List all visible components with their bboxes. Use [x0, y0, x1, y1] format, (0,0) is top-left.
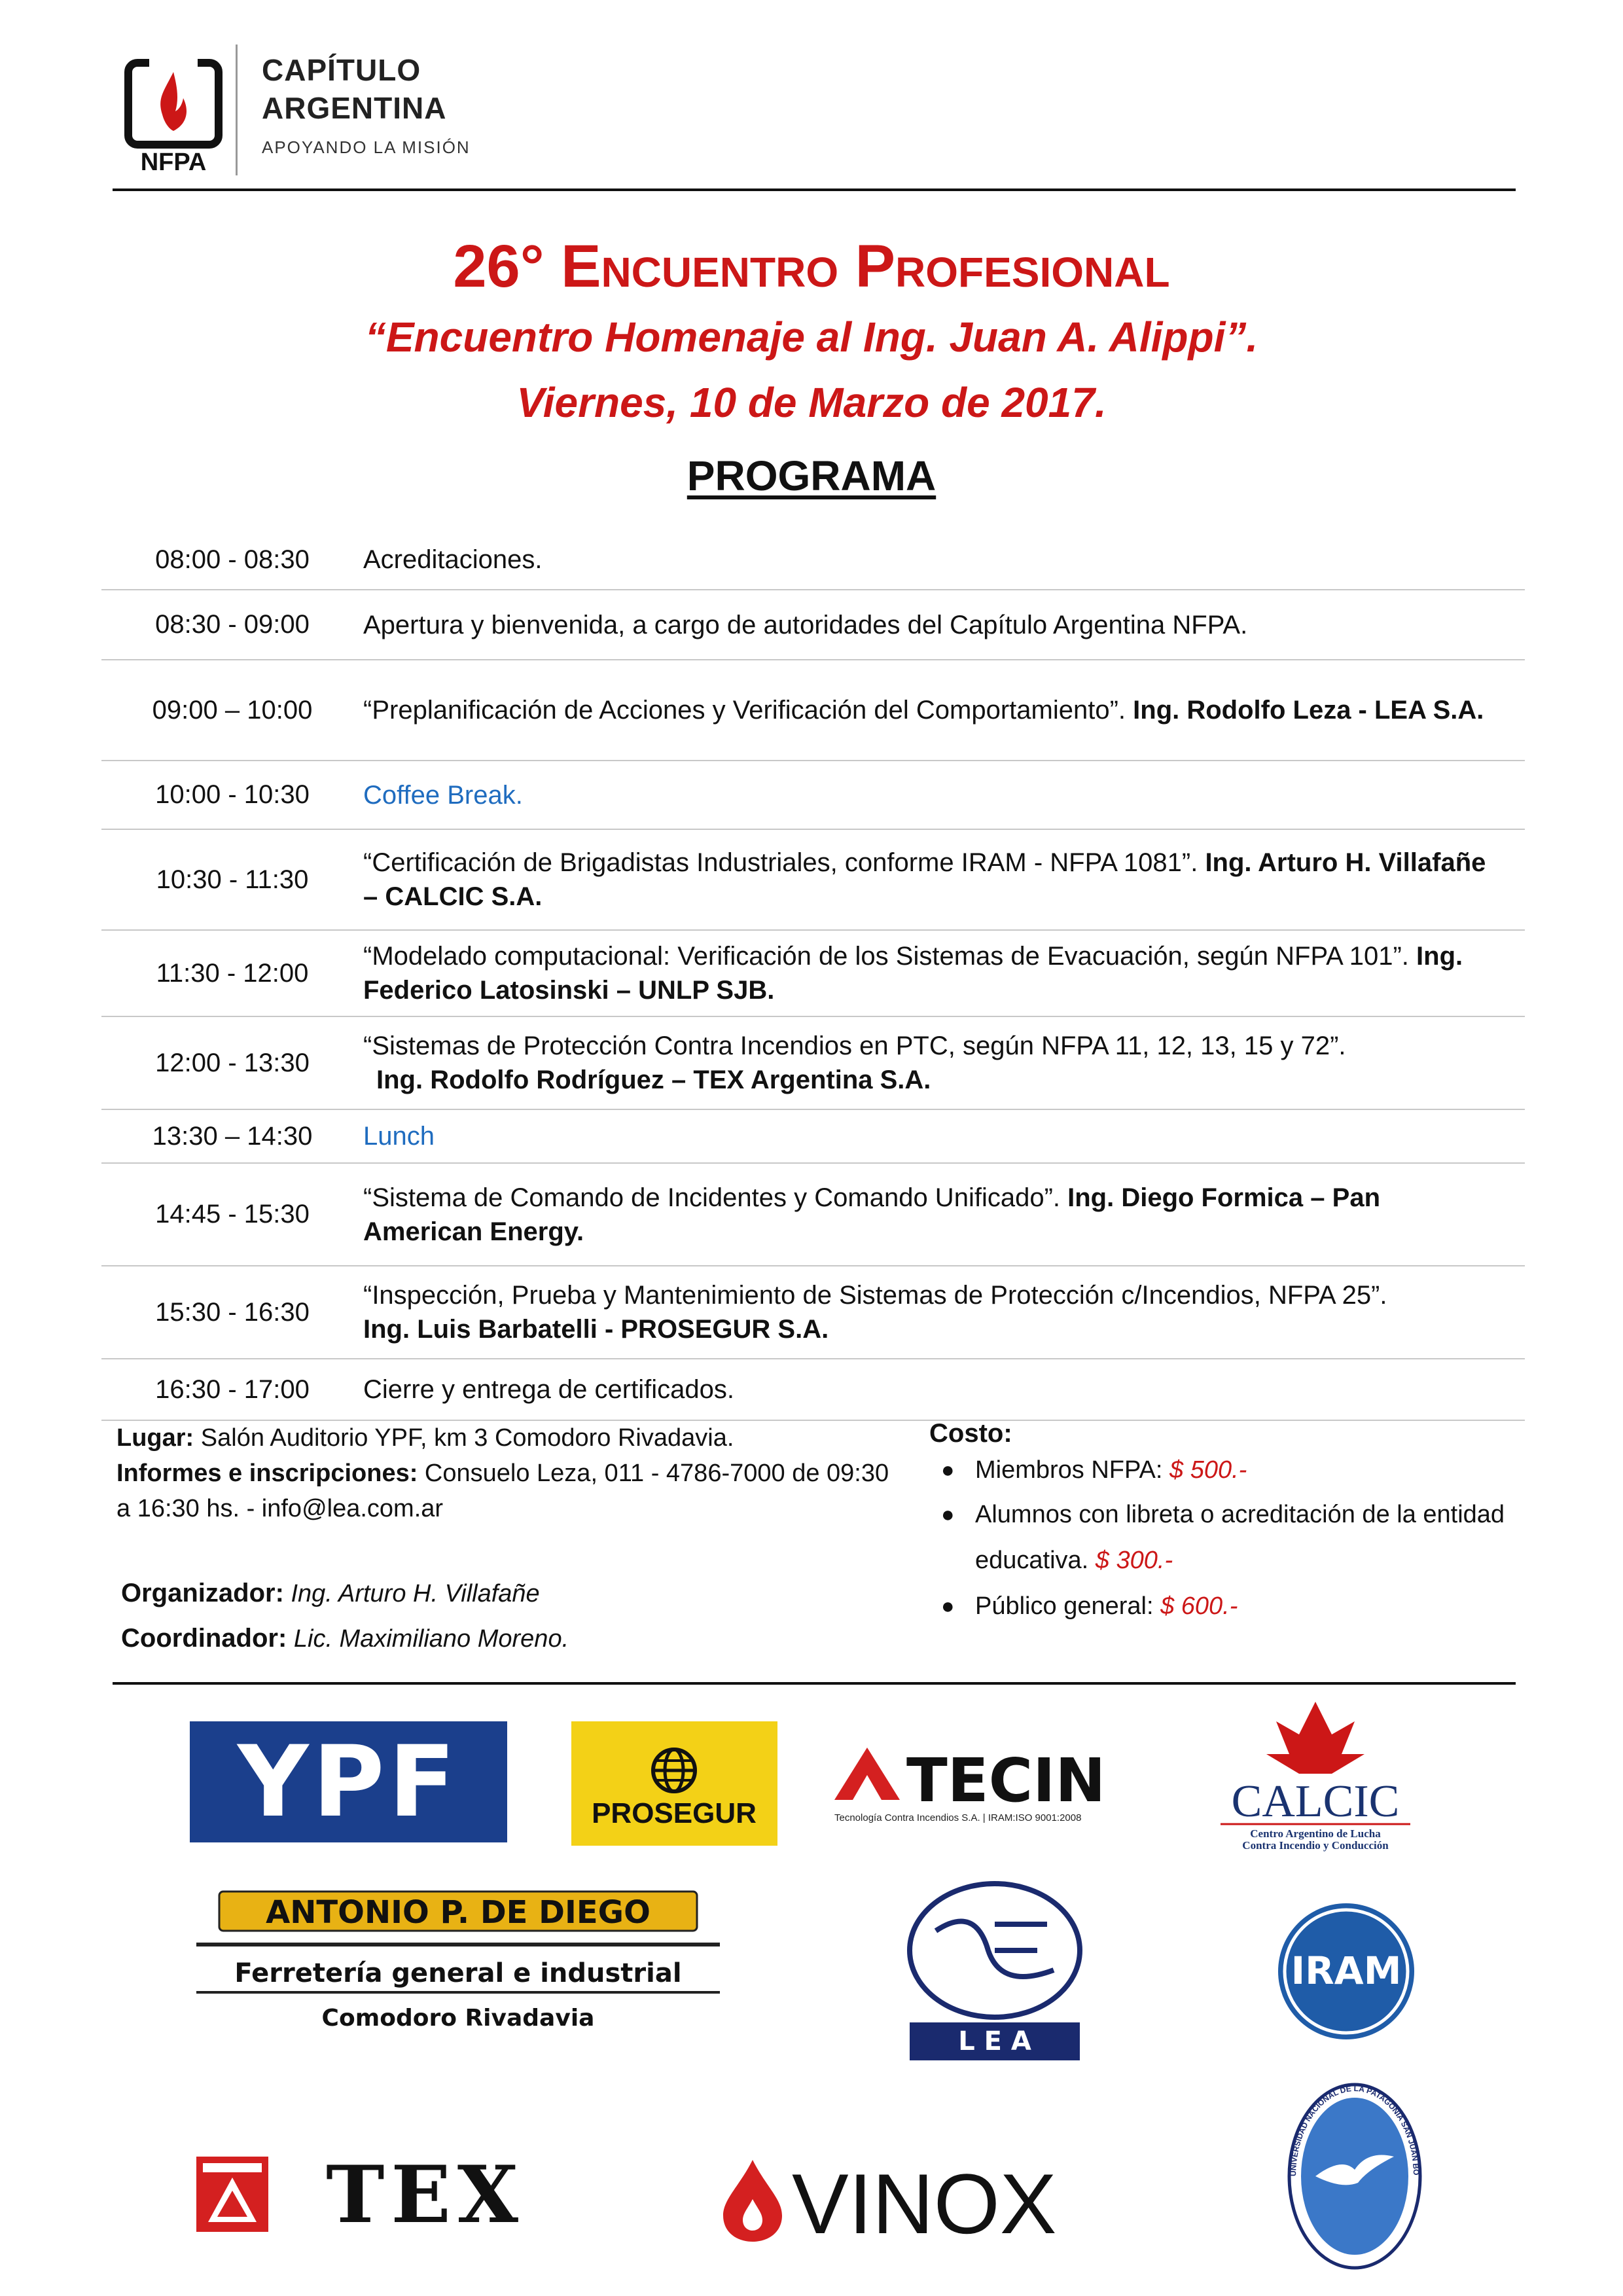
registration-line	[116, 1456, 902, 1526]
coordinator-name: Lic. Maximiliano Moreno.	[287, 1625, 569, 1653]
session-speaker: Ing. Rodolfo Leza - LEA S.A.	[1133, 696, 1484, 725]
lea-logo-text: L E A	[958, 2026, 1031, 2056]
bullet-icon: ●	[941, 1458, 955, 1482]
session-speaker: Ing. Arturo H. Villafañe – CALCIC S.A.	[363, 848, 1486, 911]
event-date: Viernes, 10 de Marzo de 2017.	[516, 379, 1107, 426]
venue-line	[116, 1420, 902, 1456]
session-text: “Sistemas de Protección Contra Incendios en PTC, según NFPA 11, 12, 13, 15 y 72”.	[363, 1031, 1346, 1060]
schedule-description	[363, 846, 1525, 914]
vinox-drop-icon	[720, 2153, 1113, 2245]
schedule-time: 11:30 - 12:00	[156, 958, 309, 988]
antonio-logo-city: Comodoro Rivadavia	[321, 2005, 595, 2032]
nfpa-logo	[124, 39, 517, 190]
venue-value: Salón Auditorio YPF, km 3 Comodoro Rivadavia.	[194, 1424, 734, 1452]
prosegur-logo	[571, 1721, 777, 1846]
schedule-row	[101, 1017, 1525, 1110]
session-text: Apertura y bienvenida, a cargo de autoridades del Capítulo Argentina NFPA.	[363, 610, 1248, 639]
tecin-logo	[834, 1741, 1149, 1826]
registration-label: Informes e inscripciones:	[116, 1460, 418, 1487]
session-speaker: Ing. Diego Formica – Pan American Energy.	[363, 1183, 1380, 1246]
cost-title: Costo:	[929, 1419, 1012, 1448]
session-text: “Inspección, Prueba y Mantenimiento de Sistemas de Protección c/Incendios, NFPA 25”.	[363, 1281, 1387, 1310]
vinox-logo	[720, 2153, 1113, 2245]
schedule-row	[101, 830, 1525, 931]
venue-info	[116, 1420, 902, 1526]
nfpa-logo-text: NFPA	[140, 149, 207, 176]
schedule-description	[363, 939, 1525, 1007]
logo-divider	[236, 45, 238, 175]
schedule-description	[363, 1372, 1525, 1407]
schedule-row	[101, 1359, 1525, 1421]
logo-tagline: APOYANDO LA MISIÓN	[262, 137, 471, 157]
schedule-description	[363, 1119, 1525, 1153]
cost-price: $ 600.-	[1160, 1592, 1238, 1620]
event-title: 26° Encuentro Profesional	[453, 233, 1170, 300]
vinox-logo-text: VINOX	[792, 2156, 1057, 2245]
cost-item	[929, 1492, 1518, 1583]
schedule-description	[363, 693, 1525, 727]
organizers	[121, 1571, 906, 1661]
globe-icon	[571, 1721, 777, 1846]
antonio-de-diego-logo	[196, 1885, 720, 2042]
bullet-icon: ●	[941, 1502, 955, 1527]
antonio-logo-graphic	[196, 1885, 720, 2042]
cost-price: $ 500.-	[1169, 1456, 1247, 1484]
session-text: “Preplanificación de Acciones y Verificación del Comportamiento”.	[363, 696, 1133, 725]
calcic-flame-icon	[1204, 1698, 1427, 1852]
university-seal-text: UNIVERSIDAD NACIONAL DE LA PATAGONIA SAN JUAN BO	[1288, 2083, 1421, 2177]
schedule-time: 10:00 - 10:30	[155, 780, 310, 809]
cost-item	[929, 1583, 1518, 1629]
bullet-icon: ●	[941, 1594, 955, 1619]
tex-logo	[196, 2157, 582, 2232]
session-text: Coffee Break.	[363, 780, 523, 810]
session-text: Lunch	[363, 1122, 435, 1151]
schedule-row	[101, 761, 1525, 830]
iram-logo-text: IRAM	[1291, 1948, 1402, 1993]
lea-logo	[897, 1878, 1093, 2062]
calcic-subtitle-2: Contra Incendio y Conducción	[1242, 1839, 1389, 1852]
schedule-time: 09:00 – 10:00	[152, 695, 313, 725]
schedule-row	[101, 1110, 1525, 1164]
iram-circle-icon	[1276, 1901, 1417, 2042]
logo-line-2: ARGENTINA	[262, 91, 447, 125]
organizer-name: Ing. Arturo H. Villafañe	[283, 1580, 540, 1607]
schedule-description	[363, 608, 1525, 642]
schedule-row	[101, 1266, 1525, 1359]
session-text: “Modelado computacional: Verificación de los Sistemas de Evacuación, según NFPA 101”.	[363, 942, 1417, 971]
tecin-triangle-icon	[834, 1741, 1149, 1826]
antonio-logo-tagline: Ferretería general e industrial	[234, 1958, 682, 1988]
schedule-description	[363, 778, 1525, 812]
cost-item	[929, 1448, 1518, 1492]
registration-value: Consuelo Leza, 011 - 4786-7000 de 09:30 a 16:30 hs. - info@lea.com.ar	[116, 1460, 889, 1522]
event-subtitle: “Encuentro Homenaje al Ing. Juan A. Alippi”.	[365, 314, 1258, 361]
session-speaker: Ing. Federico Latosinski – UNLP SJB.	[363, 942, 1463, 1005]
schedule-row	[101, 590, 1525, 660]
schedule-description	[363, 543, 1525, 577]
coordinator-line	[121, 1616, 906, 1661]
schedule-time: 10:30 - 11:30	[156, 865, 309, 894]
iram-logo	[1276, 1901, 1417, 2042]
organizer-label: Organizador:	[121, 1579, 284, 1607]
calcic-subtitle-1: Centro Argentino de Lucha	[1250, 1827, 1381, 1840]
schedule-row	[101, 660, 1525, 761]
cost-label: Miembros NFPA:	[975, 1456, 1170, 1484]
cost-section	[929, 1419, 1518, 1629]
calcic-logo-text: CALCIC	[1231, 1776, 1400, 1827]
ypf-logo	[190, 1721, 507, 1842]
schedule-time: 15:30 - 16:30	[155, 1297, 310, 1327]
ypf-logo-text: YPF	[237, 1725, 460, 1839]
session-text: Acreditaciones.	[363, 545, 543, 574]
schedule-row	[101, 530, 1525, 590]
schedule-time: 12:00 - 13:30	[155, 1048, 310, 1077]
schedule-row	[101, 931, 1525, 1017]
cost-price: $ 300.-	[1095, 1547, 1173, 1574]
program-heading: PROGRAMA	[687, 452, 936, 499]
calcic-logo	[1204, 1698, 1427, 1852]
schedule-time: 14:45 - 15:30	[155, 1200, 310, 1229]
tex-logo-text: TEX	[326, 2157, 525, 2232]
organizer-line	[121, 1571, 906, 1616]
schedule-table	[101, 530, 1525, 1421]
header-divider	[113, 188, 1516, 191]
university-seal-icon	[1283, 2078, 1427, 2274]
tecin-logo-text: TECIN	[906, 1746, 1106, 1816]
session-text: Cierre y entrega de certificados.	[363, 1375, 734, 1404]
tex-logo-graphic	[196, 2157, 582, 2232]
session-text: “Certificación de Brigadistas Industriales, conforme IRAM - NFPA 1081”.	[363, 848, 1205, 877]
session-text: “Sistema de Comando de Incidentes y Comando Unificado”.	[363, 1183, 1068, 1212]
logo-line-1: CAPÍTULO	[262, 53, 421, 87]
session-speaker: Ing. Luis Barbatelli - PROSEGUR S.A.	[363, 1315, 829, 1344]
schedule-time: 13:30 – 14:30	[152, 1121, 313, 1151]
schedule-row	[101, 1164, 1525, 1266]
venue-label: Lugar:	[116, 1424, 194, 1452]
coordinator-label: Coordinador:	[121, 1624, 287, 1653]
tecin-logo-subtitle: Tecnología Contra Incendios S.A. | IRAM:ISO 9001:2008	[834, 1812, 1082, 1823]
cost-label: Público general:	[975, 1592, 1161, 1620]
schedule-time: 08:00 - 08:30	[155, 545, 310, 574]
schedule-description	[363, 1181, 1525, 1249]
schedule-description	[363, 1029, 1525, 1097]
schedule-time: 08:30 - 09:00	[155, 610, 310, 639]
session-speaker: Ing. Rodolfo Rodríguez – TEX Argentina S.A.	[376, 1066, 931, 1094]
footer-divider	[113, 1682, 1516, 1685]
nfpa-flame-icon	[124, 59, 223, 177]
schedule-time: 16:30 - 17:00	[155, 1374, 310, 1404]
schedule-description	[363, 1278, 1525, 1346]
cost-label: Alumnos con libreta o acreditación de la entidad educativa.	[975, 1501, 1505, 1574]
antonio-logo-name: ANTONIO P. DE DIEGO	[266, 1894, 651, 1931]
prosegur-logo-text: PROSEGUR	[592, 1797, 757, 1829]
university-seal-logo	[1283, 2078, 1427, 2274]
lea-emblem-icon	[897, 1878, 1093, 2062]
